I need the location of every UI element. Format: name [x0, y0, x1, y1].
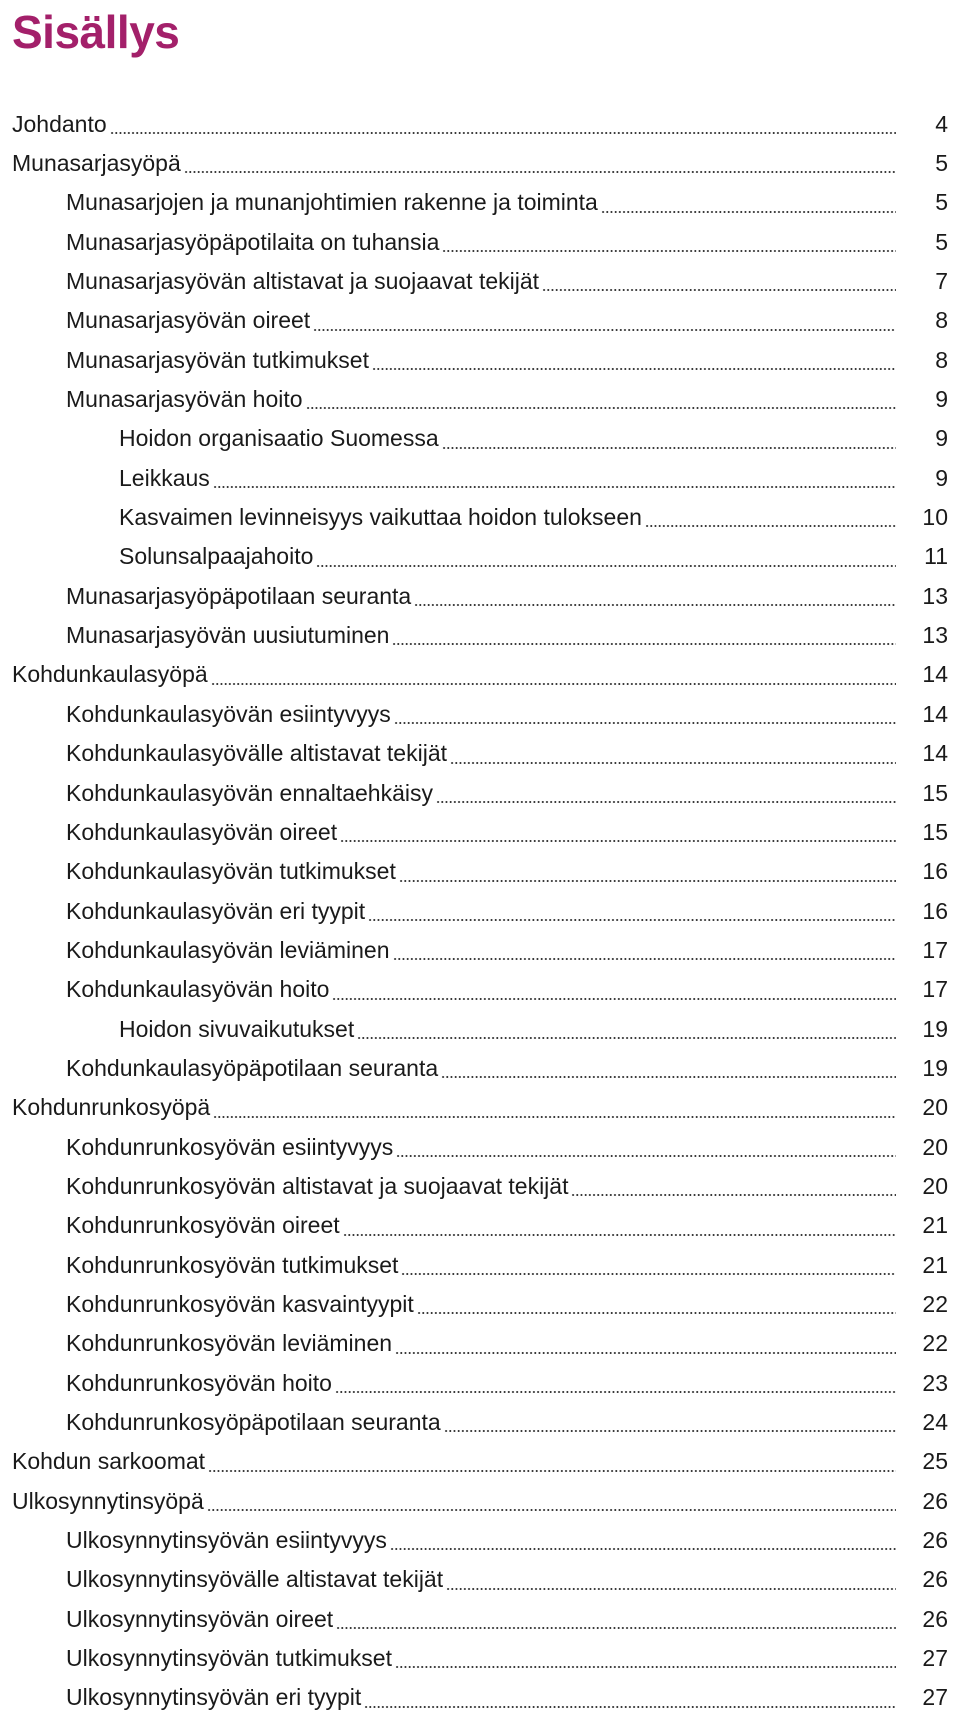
toc-entry[interactable]: [0, 734, 960, 773]
toc-entry[interactable]: [0, 812, 960, 851]
toc-entry-title: Ulkosynnytinsyövän tutkimukset: [66, 1645, 392, 1672]
dot-leader: [357, 1009, 896, 1048]
toc-entry-title: Kohdunkaulasyövän ennaltaehkäisy: [66, 779, 433, 806]
dot-leader: [414, 576, 896, 615]
toc-entry-page-number: 5: [935, 228, 948, 255]
toc-entry[interactable]: [0, 379, 960, 418]
toc-entry-title: Kohdunkaulasyöpä: [12, 661, 208, 688]
toc-entry[interactable]: [0, 1638, 960, 1677]
toc-entry-page-number: 14: [922, 700, 948, 727]
dot-leader: [343, 1206, 896, 1245]
toc-entry-title: Ulkosynnytinsyövän oireet: [66, 1605, 334, 1632]
toc-entry-title: Kohdunkaulasyövän tutkimukset: [66, 858, 396, 885]
dot-leader: [211, 655, 896, 694]
toc-entry-page-number: 20: [922, 1172, 948, 1199]
dot-leader: [645, 497, 896, 536]
dot-leader: [442, 419, 896, 458]
dot-leader: [390, 1520, 896, 1559]
toc-entry-title: Kohdunkaulasyövälle altistavat tekijät: [66, 740, 448, 767]
toc-entry-page-number: 14: [922, 661, 948, 688]
toc-entry-title: Kohdunrunkosyövän tutkimukset: [66, 1251, 399, 1278]
toc-entry-page-number: 17: [922, 976, 948, 1003]
dot-leader: [332, 970, 896, 1009]
toc-entry-title: Kohdunrunkosyövän hoito: [66, 1369, 332, 1396]
toc-entry-title: Ulkosynnytinsyöpä: [12, 1487, 204, 1514]
dot-leader: [392, 615, 896, 654]
toc-entry-title: Kohdunrunkosyövän kasvaintyypit: [66, 1290, 414, 1317]
dot-leader: [395, 1324, 896, 1363]
toc-entry-title: Kohdunrunkosyövän esiintyvyys: [66, 1133, 394, 1160]
dot-leader: [401, 1245, 896, 1284]
toc-entry-page-number: 14: [922, 740, 948, 767]
toc-entry-page-number: 9: [935, 425, 948, 452]
page-title: Sisällys: [12, 6, 180, 58]
toc-entry-title: Kohdun sarkoomat: [12, 1448, 206, 1475]
toc-entry[interactable]: [0, 1088, 960, 1127]
toc-entry[interactable]: [0, 1166, 960, 1205]
toc-entry[interactable]: [0, 1284, 960, 1323]
toc-entry[interactable]: [0, 1520, 960, 1559]
dot-leader: [372, 340, 896, 379]
dot-leader: [395, 1638, 896, 1677]
toc-entry[interactable]: [0, 891, 960, 930]
toc-entry-title: Kohdunrunkosyöpä: [12, 1094, 211, 1121]
toc-entry-title: Kohdunrunkosyövän leviäminen: [66, 1330, 393, 1357]
toc-entry-page-number: 27: [922, 1684, 948, 1711]
toc-entry-title: Kohdunkaulasyövän leviäminen: [66, 936, 390, 963]
toc-entry[interactable]: [0, 615, 960, 654]
dot-leader: [110, 104, 896, 143]
toc-entry-title: Munasarjasyövän oireet: [66, 307, 311, 334]
toc-entry[interactable]: [0, 970, 960, 1009]
toc-entry-title: Ulkosynnytinsyövän eri tyypit: [66, 1684, 362, 1711]
dot-leader: [442, 222, 896, 261]
toc-entry-page-number: 16: [922, 897, 948, 924]
toc-entry-page-number: 20: [922, 1133, 948, 1160]
dot-leader: [441, 1048, 896, 1087]
toc-entry-title: Ulkosynnytinsyövälle altistavat tekijät: [66, 1566, 444, 1593]
dot-leader: [335, 1363, 896, 1402]
toc-entry-title: Munasarjasyöpäpotilaan seuranta: [66, 582, 412, 609]
toc-entry-title: Kohdunkaulasyövän hoito: [66, 976, 330, 1003]
toc-entry[interactable]: [0, 1048, 960, 1087]
toc-entry-page-number: 26: [922, 1527, 948, 1554]
dot-leader: [436, 773, 896, 812]
toc-entry-page-number: 7: [935, 268, 948, 295]
toc-entry-title: Ulkosynnytinsyövän esiintyvyys: [66, 1527, 387, 1554]
toc-entry[interactable]: [0, 143, 960, 182]
dot-leader: [368, 891, 896, 930]
toc-entry-page-number: 16: [922, 858, 948, 885]
toc-entry-page-number: 19: [922, 1015, 948, 1042]
toc-entry[interactable]: [0, 1245, 960, 1284]
toc-entry-title: Munasarjasyövän tutkimukset: [66, 346, 369, 373]
toc-entry-page-number: 21: [922, 1251, 948, 1278]
toc-entry-page-number: 13: [922, 582, 948, 609]
toc-entry-page-number: 26: [922, 1487, 948, 1514]
toc-entry-page-number: 21: [922, 1212, 948, 1239]
toc-entry-page-number: 9: [935, 464, 948, 491]
dot-leader: [313, 301, 896, 340]
toc-entry[interactable]: [0, 1678, 960, 1717]
dot-leader: [450, 734, 896, 773]
toc-entry[interactable]: [0, 537, 960, 576]
dot-leader: [316, 537, 896, 576]
toc-entry[interactable]: [0, 694, 960, 733]
toc-entry-title: Kohdunkaulasyövän esiintyvyys: [66, 700, 391, 727]
toc-entry[interactable]: [0, 340, 960, 379]
toc-entry-page-number: 27: [922, 1645, 948, 1672]
toc-entry[interactable]: [0, 1009, 960, 1048]
toc-entry-title: Munasarjasyövän hoito: [66, 386, 303, 413]
toc-entry-page-number: 8: [935, 346, 948, 373]
dot-leader: [340, 812, 896, 851]
toc-entry[interactable]: [0, 576, 960, 615]
toc-entry-page-number: 13: [922, 622, 948, 649]
toc-entry[interactable]: [0, 1599, 960, 1638]
dot-leader: [336, 1599, 896, 1638]
toc-entry-title: Johdanto: [12, 110, 107, 137]
toc-entry-title: Kohdunkaulasyöpäpotilaan seuranta: [66, 1054, 439, 1081]
dot-leader: [306, 379, 896, 418]
dot-leader: [207, 1481, 896, 1520]
toc-entry-page-number: 25: [922, 1448, 948, 1475]
dot-leader: [571, 1166, 896, 1205]
toc-entry[interactable]: [0, 497, 960, 536]
dot-leader: [396, 1127, 896, 1166]
toc-entry[interactable]: [0, 261, 960, 300]
toc-entry-page-number: 5: [935, 189, 948, 216]
dot-leader: [208, 1442, 896, 1481]
table-of-contents: [0, 104, 960, 1717]
toc-entry-page-number: 9: [935, 386, 948, 413]
dot-leader: [213, 1088, 896, 1127]
toc-entry-page-number: 20: [922, 1094, 948, 1121]
toc-entry-title: Kohdunrunkosyövän oireet: [66, 1212, 340, 1239]
toc-entry[interactable]: [0, 1324, 960, 1363]
toc-entry-title: Munasarjojen ja munanjohtimien rakenne ja toiminta: [66, 189, 598, 216]
toc-entry[interactable]: [0, 1560, 960, 1599]
toc-entry-page-number: 22: [922, 1290, 948, 1317]
toc-entry[interactable]: [0, 1402, 960, 1441]
toc-entry[interactable]: [0, 419, 960, 458]
toc-entry-title: Leikkaus: [119, 464, 210, 491]
toc-entry-title: Munasarjasyövän altistavat ja suojaavat tekijät: [66, 268, 540, 295]
dot-leader: [184, 143, 896, 182]
toc-entry-page-number: 10: [922, 504, 948, 531]
dot-leader: [394, 694, 896, 733]
toc-entry-title: Kohdunkaulasyövän oireet: [66, 818, 338, 845]
toc-entry-title: Kohdunrunkosyövän altistavat ja suojaavat tekijät: [66, 1172, 569, 1199]
toc-entry[interactable]: [0, 458, 960, 497]
toc-entry-title: Hoidon organisaatio Suomessa: [119, 425, 439, 452]
dot-leader: [213, 458, 896, 497]
toc-entry[interactable]: [0, 1127, 960, 1166]
toc-entry-title: Hoidon sivuvaikutukset: [119, 1015, 355, 1042]
toc-entry[interactable]: [0, 222, 960, 261]
toc-entry-page-number: 22: [922, 1330, 948, 1357]
toc-entry[interactable]: [0, 852, 960, 891]
toc-entry-title: Kasvaimen levinneisyys vaikuttaa hoidon tulokseen: [119, 504, 642, 531]
toc-entry-page-number: 4: [935, 110, 948, 137]
toc-entry-page-number: 8: [935, 307, 948, 334]
toc-entry[interactable]: [0, 655, 960, 694]
toc-entry[interactable]: [0, 104, 960, 143]
toc-entry-page-number: 11: [924, 543, 948, 570]
toc-entry-title: Kohdunkaulasyövän eri tyypit: [66, 897, 366, 924]
dot-leader: [444, 1402, 896, 1441]
dot-leader: [364, 1678, 896, 1717]
toc-entry[interactable]: [0, 183, 960, 222]
toc-entry-title: Solunsalpaajahoito: [119, 543, 314, 570]
toc-entry[interactable]: [0, 1481, 960, 1520]
toc-entry[interactable]: [0, 301, 960, 340]
toc-entry[interactable]: [0, 1363, 960, 1402]
toc-entry-page-number: 24: [922, 1409, 948, 1436]
toc-entry[interactable]: [0, 773, 960, 812]
dot-leader: [542, 261, 896, 300]
toc-entry-page-number: 17: [922, 936, 948, 963]
toc-entry-title: Munasarjasyövän uusiutuminen: [66, 622, 390, 649]
toc-entry-title: Munasarjasyöpä: [12, 150, 181, 177]
toc-entry-title: Munasarjasyöpäpotilaita on tuhansia: [66, 228, 440, 255]
toc-entry-page-number: 19: [922, 1054, 948, 1081]
dot-leader: [393, 930, 897, 969]
toc-entry[interactable]: [0, 930, 960, 969]
dot-leader: [417, 1284, 896, 1323]
toc-entry[interactable]: [0, 1206, 960, 1245]
toc-entry-title: Kohdunrunkosyöpäpotilaan seuranta: [66, 1409, 441, 1436]
toc-entry-page-number: 5: [935, 150, 948, 177]
toc-entry-page-number: 26: [922, 1566, 948, 1593]
toc-entry-page-number: 15: [922, 818, 948, 845]
dot-leader: [446, 1560, 896, 1599]
toc-entry-page-number: 15: [922, 779, 948, 806]
toc-entry-page-number: 23: [922, 1369, 948, 1396]
toc-entry-page-number: 26: [922, 1605, 948, 1632]
toc-entry[interactable]: [0, 1442, 960, 1481]
dot-leader: [601, 183, 896, 222]
dot-leader: [399, 852, 896, 891]
